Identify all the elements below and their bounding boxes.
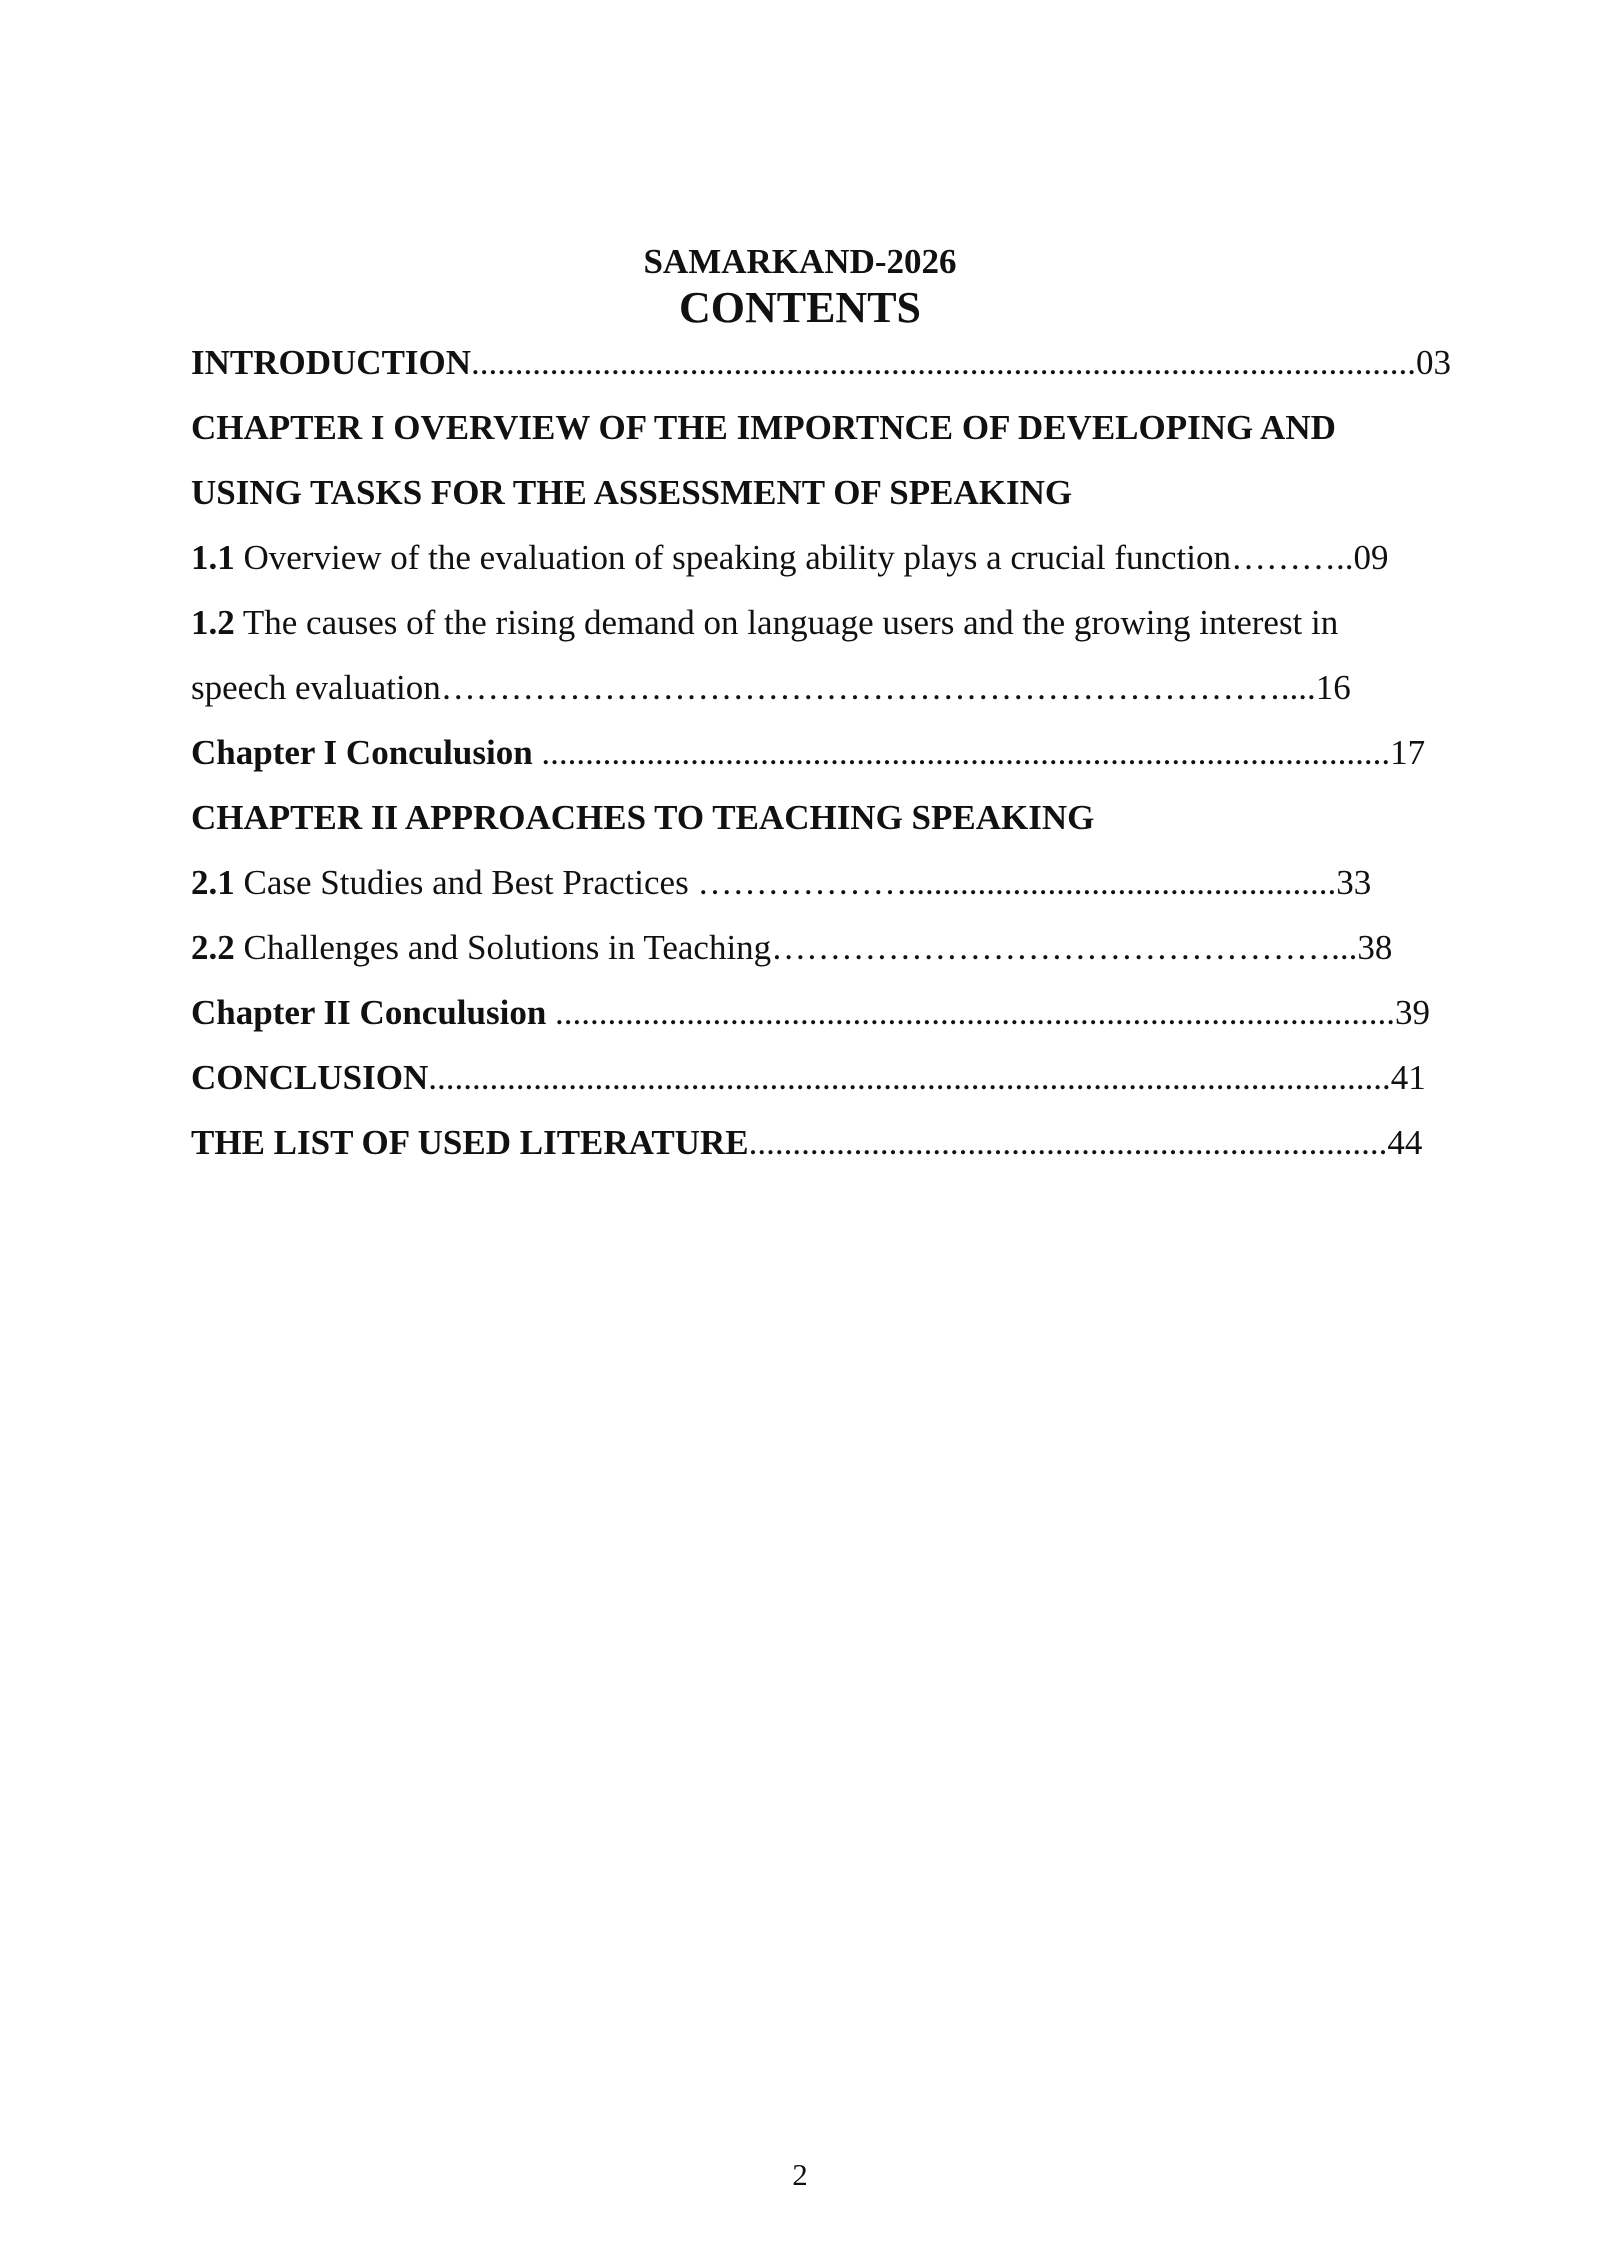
toc-page-number: ...16 <box>1289 668 1351 707</box>
toc-page-number: 03 <box>1416 343 1452 382</box>
toc-chapter-1-heading-line-2: USING TASKS FOR THE ASSESSMENT OF SPEAKING <box>191 473 1073 512</box>
toc-leader-dots: ………. <box>1230 538 1345 577</box>
toc-entry-label: Chapter II Conculusion <box>191 993 547 1032</box>
toc-page-number: 44 <box>1387 1123 1423 1162</box>
toc-page-number: 17 <box>1390 733 1426 772</box>
toc-entry-section-1-2-line-2 <box>191 655 1351 720</box>
toc-page-number: 33 <box>1336 863 1372 902</box>
toc-entry-text: speech evaluation <box>191 668 441 707</box>
toc-entry-text: Challenges and Solutions in Teaching <box>234 928 772 967</box>
toc-leader-dots: …………………………………………. <box>771 928 1340 967</box>
toc-leader-dots: ………………................................................. <box>697 863 1337 902</box>
contents-title: CONTENTS <box>678 283 922 332</box>
toc-chapter-2-heading: CHAPTER II APPROACHES TO TEACHING SPEAKING <box>191 798 1095 837</box>
toc-entry-label: CONCLUSION <box>191 1058 429 1097</box>
toc-section-number: 2.2 <box>191 928 235 967</box>
toc-page-number: ..38 <box>1339 928 1393 967</box>
toc-section-number: 1.2 <box>191 603 235 642</box>
toc-leader-dots: ......................................................................... <box>748 1123 1388 1162</box>
toc-leader-dots: ………………………………………………………………. <box>440 668 1290 707</box>
toc-entry-section-2-2 <box>191 915 1392 980</box>
toc-chapter-1-heading-line-1: CHAPTER I OVERVIEW OF THE IMPORTNCE OF DEVELOPING AND <box>191 408 1336 447</box>
toc-entry-label: Chapter I Conculusion <box>191 733 533 772</box>
toc-leader-dots: ................................................................................................. <box>532 733 1391 772</box>
toc-entry-chapter-1-conclusion <box>191 720 1425 785</box>
toc-page-number: 39 <box>1395 993 1431 1032</box>
toc-entry-introduction <box>191 330 1451 395</box>
toc-leader-dots: .............................................................................................................. <box>428 1058 1391 1097</box>
toc-entry-text: Overview of the evaluation of speaking ability plays a crucial function <box>234 538 1231 577</box>
page-number: 2 <box>792 2157 808 2192</box>
toc-entry-chapter-2-conclusion <box>191 980 1430 1045</box>
toc-leader-dots: ............................................................................................................ <box>471 343 1417 382</box>
toc-section-number: 2.1 <box>191 863 235 902</box>
toc-entry-section-1-2-line-1 <box>191 590 1338 655</box>
toc-entry-literature <box>191 1110 1422 1175</box>
toc-section-number: 1.1 <box>191 538 235 577</box>
toc-entry-section-1-1 <box>191 525 1388 590</box>
toc-entry-text: The causes of the rising demand on language users and the growing interest in <box>234 603 1339 642</box>
toc-page-number: 41 <box>1390 1058 1426 1097</box>
toc-page-number: .09 <box>1344 538 1389 577</box>
toc-leader-dots: ................................................................................................ <box>546 993 1396 1032</box>
toc-entry-section-2-1 <box>191 850 1371 915</box>
city-year-heading: SAMARKAND-2026 <box>643 242 957 281</box>
toc-entry-text: Case Studies and Best Practices <box>234 863 698 902</box>
toc-entry-conclusion <box>191 1045 1426 1110</box>
toc-entry-label: INTRODUCTION <box>191 343 472 382</box>
toc-entry-label: THE LIST OF USED LITERATURE <box>191 1123 749 1162</box>
